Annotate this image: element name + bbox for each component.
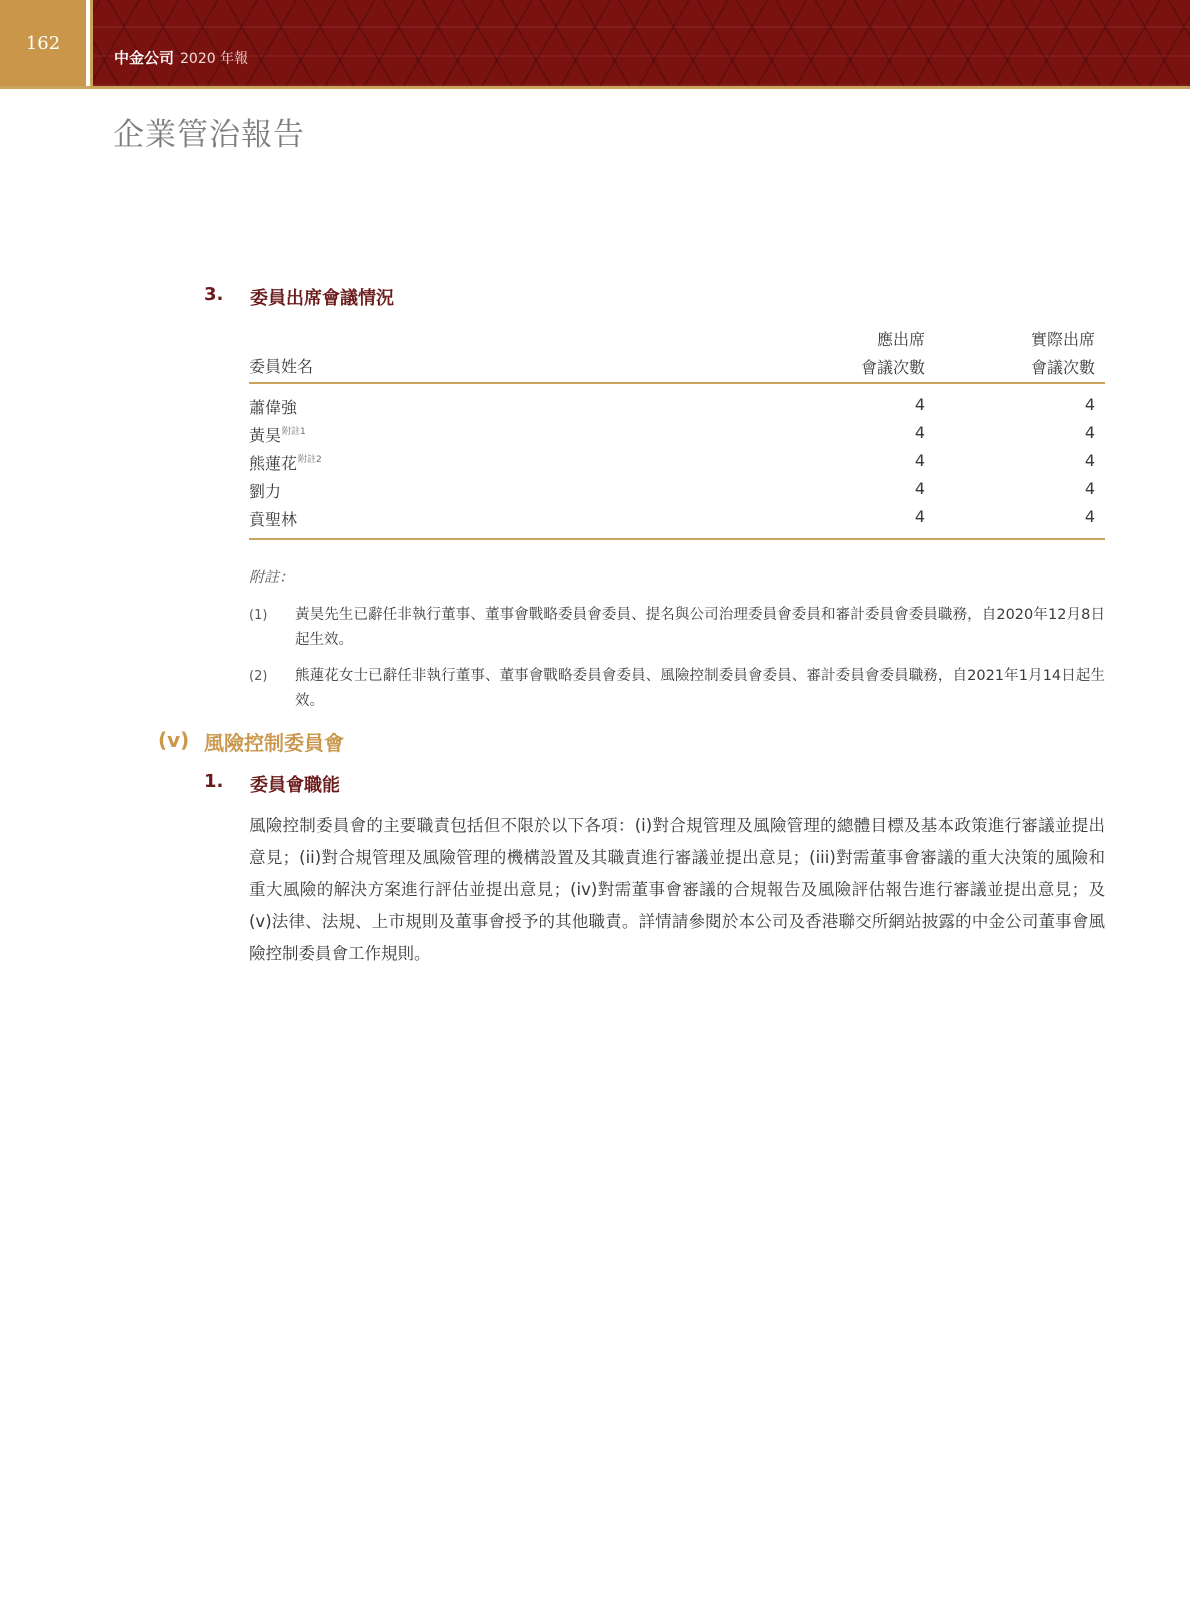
header-actual-line1: 實際出席 <box>1030 330 1095 349</box>
page-number: 162 <box>25 32 61 54</box>
actual-count: 4 <box>1084 507 1095 526</box>
required-count: 4 <box>914 479 925 498</box>
report-year: 2020 年報 <box>180 51 249 67</box>
member-name: 劉力 <box>249 482 282 501</box>
note-index: (2) <box>249 669 268 684</box>
note-text: 熊蓮花女士已辭任非執行董事、董事會戰略委員會委員、風險控制委員會委員、審計委員會委員職務，自2021年1月14日起生效。 <box>295 668 1105 709</box>
notes-label: 附註： <box>249 568 295 586</box>
member-name: 熊蓮花 <box>249 454 298 473</box>
table-body <box>249 384 1105 538</box>
note-text: 黃昊先生已辭任非執行董事、董事會戰略委員會委員、提名與公司治理委員會委員和審計委員會委員職務，自2020年12月8日起生效。 <box>295 607 1105 648</box>
header-member-name: 委員姓名 <box>249 357 314 376</box>
required-count: 4 <box>914 395 925 414</box>
company-name: 中金公司 <box>114 49 175 67</box>
header-divider <box>0 86 1190 89</box>
required-count: 4 <box>914 423 925 442</box>
risk-committee-number: (v) <box>158 728 190 752</box>
header-banner <box>0 0 1190 86</box>
actual-count: 4 <box>1084 395 1095 414</box>
table-row <box>249 476 1105 504</box>
required-count: 4 <box>914 451 925 470</box>
attendance-section-number: 3. <box>204 284 224 305</box>
required-count: 4 <box>914 507 925 526</box>
attendance-table <box>249 320 1105 540</box>
header-required-line2: 會議次數 <box>860 358 925 377</box>
function-section-title: 委員會職能 <box>250 775 340 796</box>
header-separator <box>90 0 93 86</box>
table-row <box>249 504 1105 532</box>
member-name: 蕭偉強 <box>249 398 298 417</box>
note-ref: 附註1 <box>282 427 306 437</box>
table-row <box>249 392 1105 420</box>
risk-committee-title: 風險控制委員會 <box>204 731 344 755</box>
note-ref: 附註2 <box>298 455 322 465</box>
function-section-number: 1. <box>204 771 224 792</box>
page-title: 企業管治報告 <box>113 117 305 153</box>
note-item <box>249 603 1105 653</box>
table-row <box>249 448 1105 476</box>
header-actual-line2: 會議次數 <box>1030 358 1095 377</box>
function-paragraph: 風險控制委員會的主要職責包括但不限於以下各項：(i)對合規管理及風險管理的總體目標及基本政策進行審議並提出意見；(ii)對合規管理及風險管理的機構設置及其職責進行審議並提出意見；(iii)對需董事會審議的重大決策的風險和重大風險的解決方案進行評估並提出意見；(iv)對需董事會審議的合規報告及風險評估報告進行審議並提出意見；及(v)法律、法規、上市規則及董事會授予的其他職責。詳情請參閱於本公司及香港聯交所網站披露的中金公司董事會風險控制委員會工作規則。 <box>249 816 1105 963</box>
header-required-line1: 應出席 <box>876 330 925 349</box>
attendance-section-title: 委員出席會議情況 <box>250 288 394 309</box>
header-actual-attendance <box>1031 326 1095 382</box>
note-index: (1) <box>249 608 268 623</box>
member-name: 賁聖林 <box>249 510 298 529</box>
table-bottom-rule <box>249 538 1105 540</box>
actual-count: 4 <box>1084 423 1095 442</box>
member-name: 黃昊 <box>249 426 282 445</box>
page-number-tab <box>0 0 90 86</box>
actual-count: 4 <box>1084 451 1095 470</box>
note-item <box>249 664 1105 714</box>
table-header <box>249 320 1105 382</box>
actual-count: 4 <box>1084 479 1095 498</box>
header-required-attendance <box>861 326 925 382</box>
table-row <box>249 420 1105 448</box>
report-name <box>114 47 248 68</box>
